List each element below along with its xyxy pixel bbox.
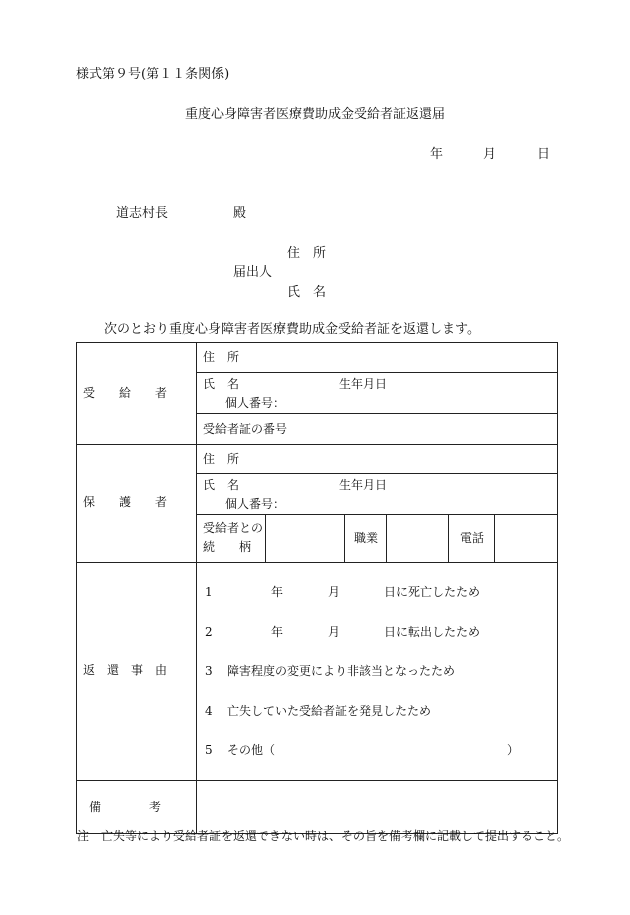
recipient-certificate-cell[interactable]: [197, 414, 558, 445]
addressee-name: 道志村長: [116, 206, 169, 221]
recipient-name-cell[interactable]: [197, 373, 558, 414]
remarks-section-label: 備 考: [89, 800, 162, 814]
reason-2-month: 月: [328, 625, 341, 639]
guardian-address-label: 住 所: [203, 452, 240, 466]
reason-5-text: その他（: [227, 743, 276, 757]
guardian-name-cell[interactable]: [197, 474, 558, 515]
guardian-phone-label-cell: [449, 515, 495, 563]
reason-3-text: 障害程度の変更により非該当となったため: [227, 664, 456, 678]
date-month-label: 月: [483, 147, 497, 162]
guardian-relation-label-cell: [197, 515, 266, 563]
guardian-occupation-label-cell: [345, 515, 387, 563]
guardian-name-label: 氏 名: [203, 478, 240, 492]
reason-section-cell: [77, 563, 197, 781]
guardian-section-label: 保 護 者: [83, 495, 168, 509]
intro-text: 次のとおり重度心身障害者医療費助成金受給者証を返還します。: [104, 322, 480, 337]
reason-section-label: 返 還 事 由: [83, 663, 168, 677]
recipient-certificate-label: 受給者証の番号: [203, 422, 288, 436]
reason-2-number: 2: [205, 625, 213, 639]
addressee-honorific: 殿: [233, 206, 247, 221]
guardian-relation-label-line1: 受給者との: [203, 521, 264, 535]
reason-options-cell[interactable]: [197, 563, 558, 781]
guardian-number-label: 個人番号：: [225, 497, 286, 511]
reason-1-number: 1: [205, 585, 213, 599]
date-day-label: 日: [537, 147, 551, 162]
guardian-relation-label-line2: 続 柄: [203, 540, 252, 554]
guardian-birth-label: 生年月日: [339, 478, 388, 492]
recipient-address-cell[interactable]: [197, 343, 558, 373]
guardian-occupation-input[interactable]: [387, 515, 449, 563]
reason-4-text: 亡失していた受給者証を発見したため: [227, 704, 432, 718]
reason-5-number: 5: [205, 743, 213, 757]
applicant-label: 届出人: [233, 265, 273, 280]
reason-5-close: ）: [507, 743, 520, 757]
guardian-phone-label: 電話: [460, 531, 485, 545]
guardian-section-cell: [77, 445, 197, 563]
page-title: 重度心身障害者医療費助成金受給者証返還届: [184, 107, 445, 122]
reason-1-month: 月: [328, 585, 341, 599]
recipient-address-label: 住 所: [203, 350, 240, 364]
reason-2-year: 年: [271, 625, 284, 639]
applicant-name-label: 氏 名: [287, 285, 327, 300]
recipient-name-label: 氏 名: [203, 377, 240, 391]
reason-1-year: 年: [271, 585, 284, 599]
reason-3-number: 3: [205, 664, 213, 678]
applicant-address-label: 住 所: [287, 246, 327, 261]
remarks-section-cell: [77, 781, 197, 834]
footnote: 注 亡失等により受給者証を返還できない時は、その旨を備考欄に記載して提出すること。: [77, 829, 570, 843]
reason-2-text: 日に転出したため: [384, 625, 481, 639]
remarks-input[interactable]: [197, 781, 558, 834]
return-form-table: [76, 342, 558, 834]
guardian-address-cell[interactable]: [197, 445, 558, 474]
recipient-section-cell: [77, 343, 197, 445]
guardian-relation-input[interactable]: [266, 515, 345, 563]
reason-4-number: 4: [205, 704, 213, 718]
date-year-label: 年: [430, 147, 444, 162]
form-number: 様式第９号(第１１条関係): [76, 67, 230, 82]
reason-1-text: 日に死亡したため: [384, 585, 481, 599]
guardian-phone-input[interactable]: [495, 515, 558, 563]
recipient-number-label: 個人番号：: [225, 396, 286, 410]
guardian-occupation-label: 職業: [354, 531, 379, 545]
recipient-section-label: 受 給 者: [83, 386, 168, 400]
recipient-birth-label: 生年月日: [339, 377, 388, 391]
